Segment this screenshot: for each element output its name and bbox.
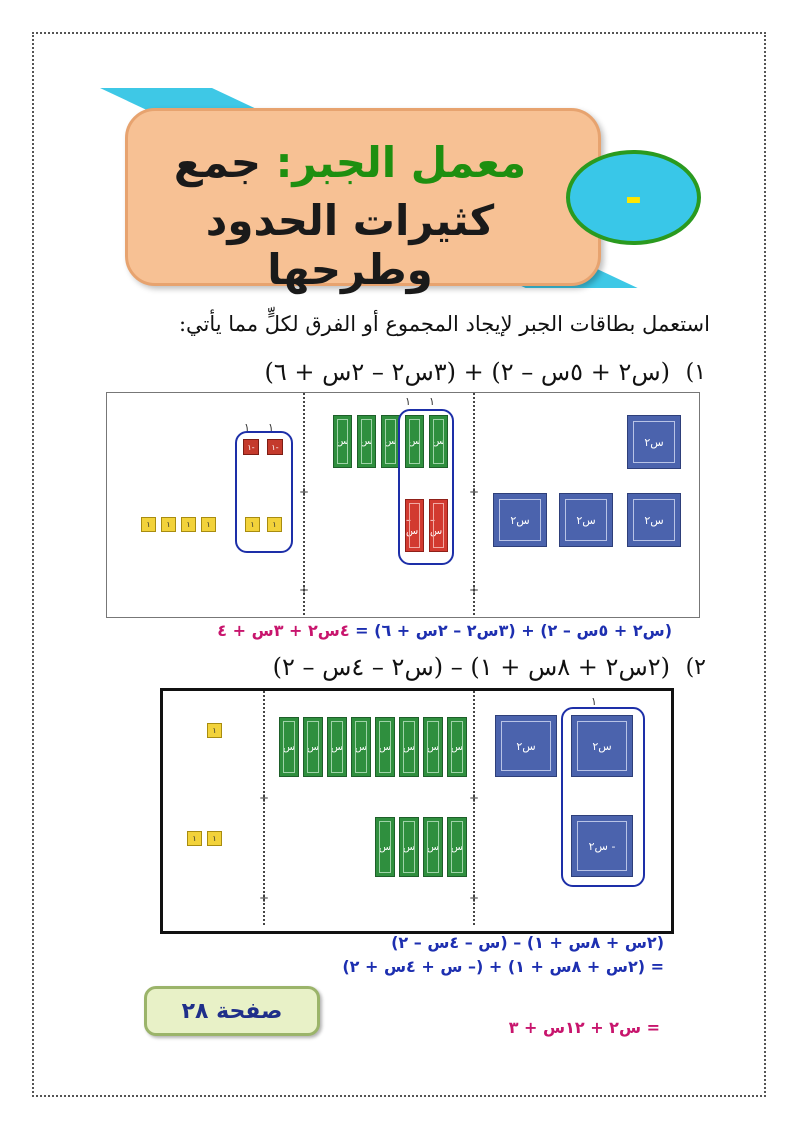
negative-x-squared-tile: - س٢	[571, 815, 633, 877]
problem2-step2: = (٢س + ٨س + ١) + (– س + ٤س + ٢)	[342, 957, 664, 976]
zero-pair-highlight	[561, 707, 645, 887]
unit-tile: ١	[207, 831, 222, 846]
x-tile: س	[447, 817, 467, 877]
title-green: معمل الجبر:	[275, 138, 527, 187]
x-tile: س	[357, 415, 376, 468]
x-tile: س	[375, 717, 395, 777]
lesson-subtitle: كثيرات الحدود وطرحها	[205, 196, 495, 294]
x-tile: س	[375, 817, 395, 877]
x-tile: س	[279, 717, 299, 777]
tile-board-1: + + + + س٢ س٢ س٢ س٢ س س س س س –س –س ١ ١ ١- ١- ١ ١ ١ ١ ١ ١ ١ ١	[106, 392, 700, 618]
x-tile: س	[423, 717, 443, 777]
lesson-badge	[566, 150, 701, 245]
x-squared-tile: س٢	[493, 493, 547, 547]
unit-tile: ١	[207, 723, 222, 738]
unit-tile: ١	[245, 517, 260, 532]
zero-pair-highlight	[235, 431, 293, 553]
x-tile: س	[405, 415, 424, 468]
x-tile: س	[429, 415, 448, 468]
problem2-number: ٢)	[685, 655, 706, 680]
negative-unit-tile: ١-	[243, 439, 259, 455]
problem1-number: ١)	[685, 360, 706, 385]
instruction: استعمل بطاقات الجبر لإيجاد المجموع أو الفرق لكلٍّ مما يأتي:	[178, 312, 710, 336]
x-squared-tile: س٢	[495, 715, 557, 777]
title-dark: جمع	[173, 138, 276, 187]
negative-x-tile: –س	[405, 499, 424, 552]
unit-tile: ١	[181, 517, 196, 532]
x-tile: س	[423, 817, 443, 877]
x-tile: س	[303, 717, 323, 777]
x-squared-tile: س٢	[627, 493, 681, 547]
unit-tile: ١	[267, 517, 282, 532]
divider	[473, 393, 475, 615]
unit-tile: ١	[201, 517, 216, 532]
x-tile: س	[399, 717, 419, 777]
x-tile: س	[399, 817, 419, 877]
zero-pair-highlight	[398, 409, 454, 565]
badge-text: -	[624, 172, 643, 222]
unit-tile: ١	[141, 517, 156, 532]
x-squared-tile: س٢	[627, 415, 681, 469]
problem1-expression: (س٢ + ٥س – ٢) + (٣س٢ – ٢س + ٦)	[264, 358, 670, 386]
problem1-result: (س٢ + ٥س – ٢) + (٣س٢ – ٢س + ٦) = ٤س٢ + ٣س + ٤	[217, 621, 672, 640]
negative-x-tile: –س	[429, 499, 448, 552]
x-tile: س	[327, 717, 347, 777]
x-tile: س	[447, 717, 467, 777]
tile-board-2: + + + + س٢ س٢ - س٢ ١ س س س س س س س س س س س س ١ ١ ١	[160, 688, 674, 934]
x-tile: س	[333, 415, 352, 468]
problem2-expression: (٢س٢ + ٨س + ١) – (س٢ – ٤س – ٢)	[272, 653, 670, 681]
negative-unit-tile: ١-	[267, 439, 283, 455]
page-number-badge: صفحة ٢٨	[144, 986, 320, 1036]
lesson-title	[150, 138, 550, 187]
x-squared-tile: س٢	[571, 715, 633, 777]
x-tile: س	[381, 415, 400, 468]
divider	[303, 393, 305, 615]
problem2-step1: (٢س + ٨س + ١) – (س – ٤س – ٢)	[391, 933, 664, 952]
unit-tile: ١	[161, 517, 176, 532]
x-squared-tile: س٢	[559, 493, 613, 547]
problem2-step3: = س٢ + ١٢س + ٣	[508, 1018, 660, 1037]
unit-tile: ١	[187, 831, 202, 846]
x-tile: س	[351, 717, 371, 777]
